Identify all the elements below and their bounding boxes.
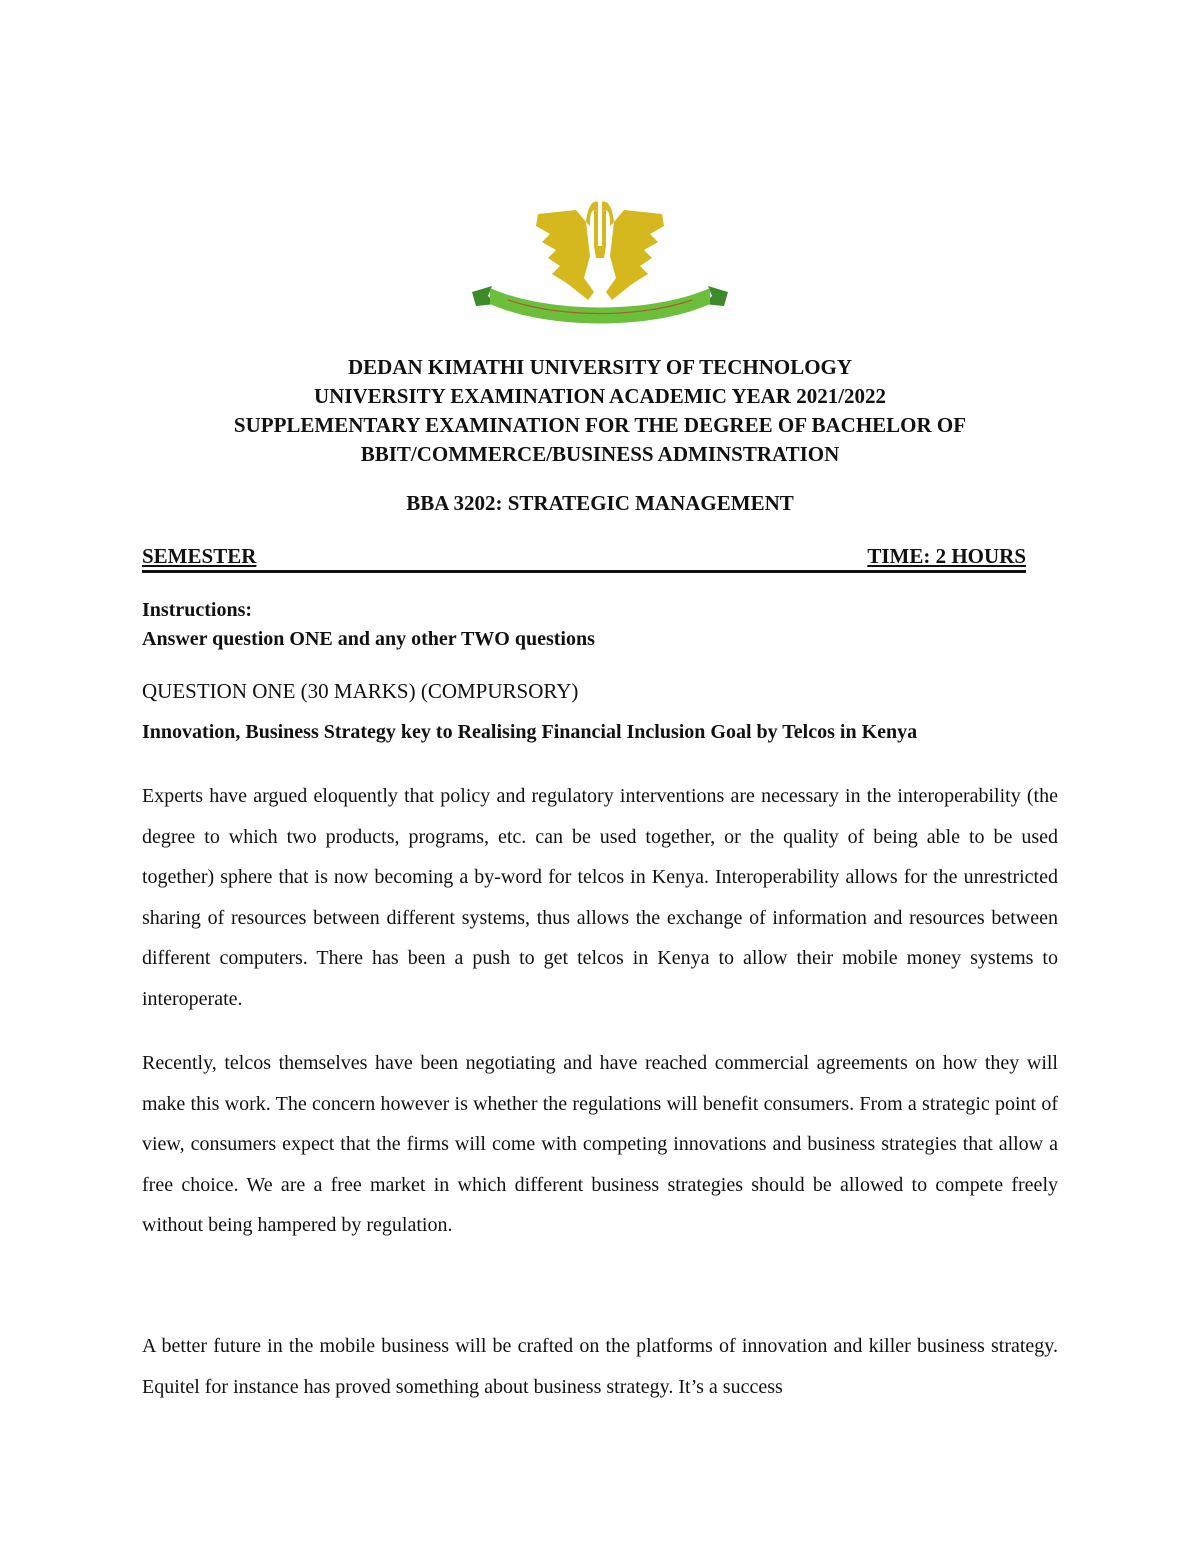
- case-paragraph: Recently, telcos themselves have been negotiating and have reached commercial agreements on how they will make this work. The concern however is whether the regulations will benefit consumers. From a strategic point of view, consumers expect that the firms will come with competing innovations and business strategies that allow a free choice. We are a free market in which different business strategies should be allowed to compete freely without being hampered by regulation.: [142, 1052, 1058, 1236]
- ribbon-banner-icon: [472, 286, 728, 324]
- instructions-heading: Instructions:: [142, 599, 253, 621]
- instructions-block: [142, 596, 595, 654]
- case-paragraph: A better future in the mobile business will be crafted on the platforms of innovation and killer business strategy. Equitel for instance has proved something about business strategy. It’s a success: [142, 1335, 1058, 1398]
- degree-line: SUPPLEMENTARY EXAMINATION FOR THE DEGREE OF BACHELOR OF: [233, 413, 967, 437]
- semester-label: SEMESTER: [142, 544, 257, 568]
- academic-year-line: UNIVERSITY EXAMINATION ACADEMIC YEAR 2021/2022: [313, 384, 887, 408]
- exam-header: [0, 353, 1200, 469]
- instructions-text: Answer question ONE and any other TWO questions: [142, 628, 595, 650]
- university-logo: [468, 196, 732, 336]
- gold-emblem-icon: [536, 202, 664, 300]
- program-line: BBIT/COMMERCE/BUSINESS ADMINSTRATION: [360, 442, 840, 466]
- case-paragraph: Experts have argued eloquently that policy and regulatory interventions are necessary in the interoperability (the degree to which two products, programs, etc. can be used together, or the quality of being able to be used together) sphere that is now becoming a by-word for telcos in Kenya. Interoperability allows for the unrestricted sharing of resources between different systems, thus allows the exchange of information and resources between different computers. There has been a push to get telcos in Kenya to allow their mobile money systems to interoperate.: [142, 785, 1058, 1010]
- case-study-title: Innovation, Business Strategy key to Realising Financial Inclusion Goal by Telcos in Kenya: [142, 721, 918, 743]
- university-name: DEDAN KIMATHI UNIVERSITY OF TECHNOLOGY: [347, 355, 853, 379]
- question-one-title: QUESTION ONE (30 MARKS) (COMPURSORY): [142, 679, 579, 703]
- course-title: BBA 3202: STRATEGIC MANAGEMENT: [406, 491, 794, 515]
- semester-time-row: [142, 542, 1026, 573]
- time-label: TIME: 2 HOURS: [867, 544, 1026, 568]
